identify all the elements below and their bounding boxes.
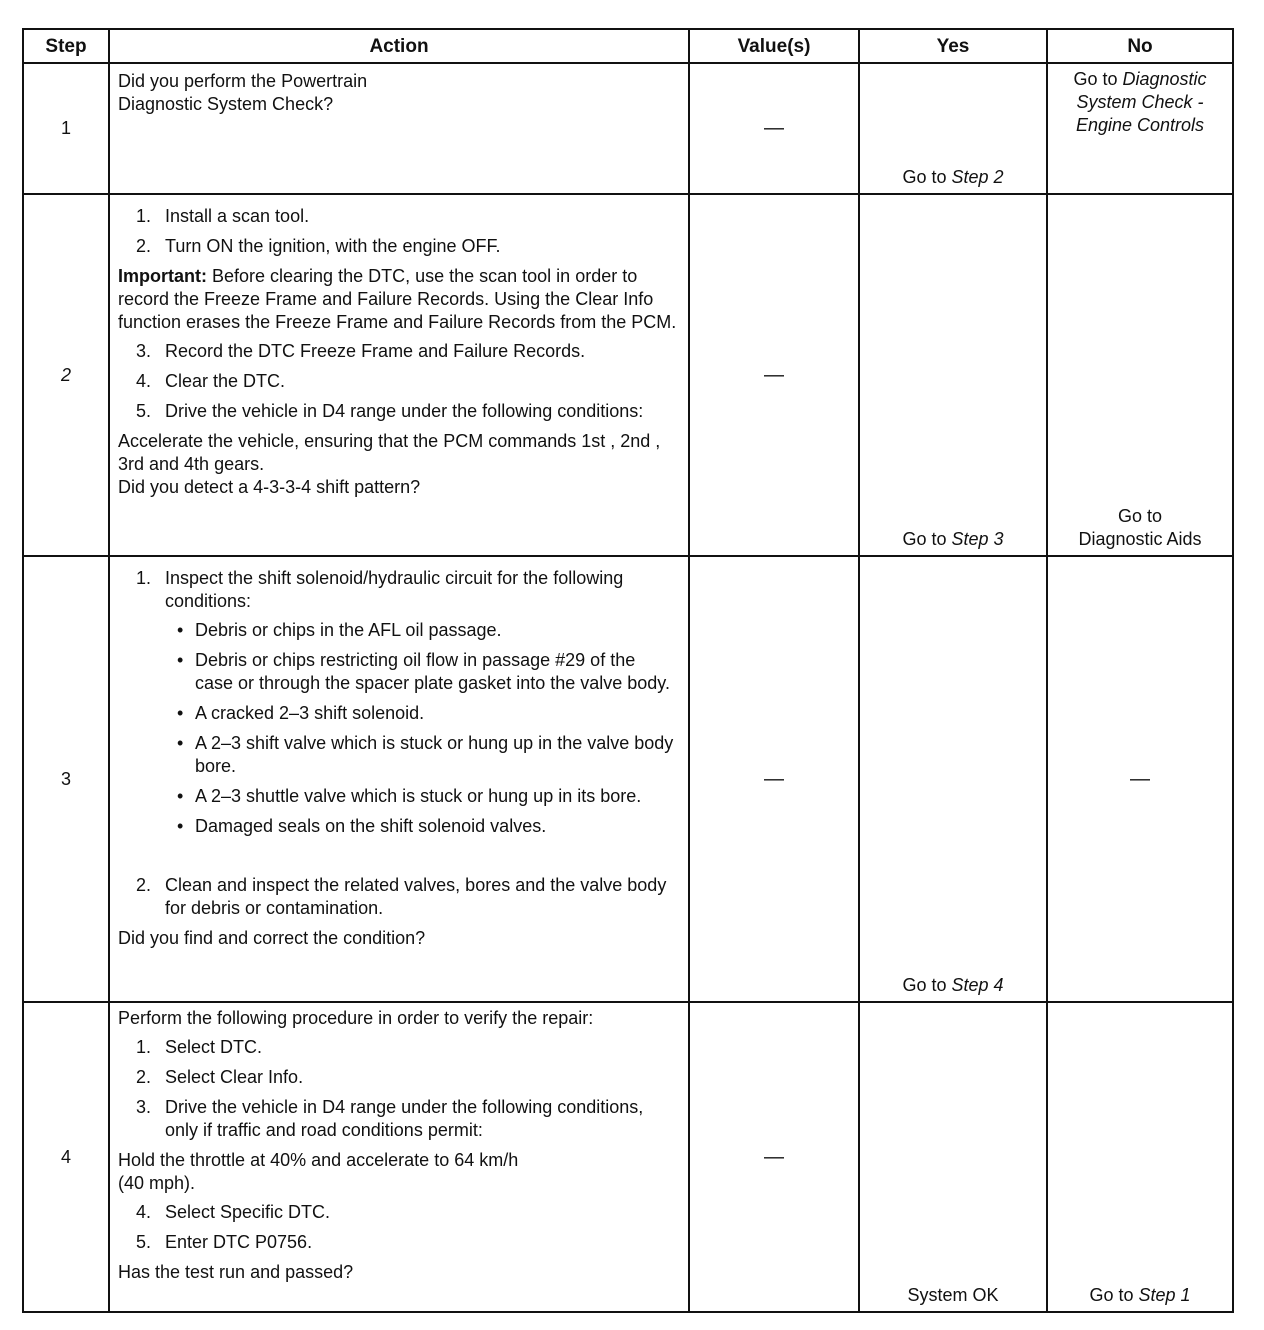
- list-item: 4. Select Specific DTC.: [136, 1202, 331, 1222]
- list-item: 2. Turn ON the ignition, with the engine OFF.: [136, 236, 501, 256]
- action-cell: [109, 194, 689, 556]
- header-step: Step: [23, 29, 109, 63]
- header-values: Value(s): [689, 29, 859, 63]
- bullet-item: • A 2–3 shift valve which is stuck or hung up in the valve body bore.: [177, 733, 674, 776]
- value-dash: —: [764, 117, 784, 139]
- step-cell: [23, 194, 109, 556]
- no-cell: [1047, 63, 1233, 194]
- step-number: 3: [60, 768, 71, 789]
- list-item: 1. Inspect the shift solenoid/hydraulic circuit for the following conditions: • Debris or chips in the AFL oil passage. • Debris or chips restricting oil flow in passage #29 of the case or through the spacer plate gasket into the valve body. • A cracked 2–3 shift solenoid. • A 2–3 shift valve which is stuck or hung up in the valve body bore. • A 2–3 shuttle valve which is stuck or hung up in its bore. • Damaged seals on the shift solenoid valves.: [118, 567, 678, 838]
- important-note: Important: Before clearing the DTC, use the scan tool in order to record the Freeze Frame and Failure Records. Using the Clear Info function erases the Freeze Frame and Failure Records from the PCM.: [118, 266, 677, 332]
- header-row: [23, 29, 1233, 63]
- action-cell: [109, 556, 689, 1002]
- step-number: 1: [60, 118, 71, 138]
- no-cell: [1047, 1002, 1233, 1312]
- value-dash: —: [764, 363, 784, 386]
- action-text: Did you perform the Powertrain Diagnostic System Check?: [118, 71, 368, 114]
- header-yes: Yes: [859, 29, 1047, 63]
- no-link: Go to Diagnostic Aids: [1078, 506, 1202, 549]
- bullet-item: • Debris or chips in the AFL oil passage.: [177, 620, 502, 640]
- list-item: 3. Drive the vehicle in D4 range under the following conditions, only if traffic and road conditions permit:: [136, 1097, 644, 1140]
- value-dash: —: [764, 767, 784, 790]
- action-cell: [109, 63, 689, 194]
- yes-cell: [859, 556, 1047, 1002]
- yes-cell: [859, 1002, 1047, 1312]
- diagnostic-table: [22, 28, 1234, 1313]
- list-item: 3. Record the DTC Freeze Frame and Failure Records.: [136, 341, 586, 361]
- question-text: Did you find and correct the condition?: [118, 928, 426, 948]
- no-dash: —: [1130, 767, 1150, 790]
- step-cell: [23, 1002, 109, 1312]
- list-item: 5. Enter DTC P0756.: [136, 1232, 313, 1252]
- step-number: 4: [60, 1146, 71, 1167]
- intro-text: Perform the following procedure in order to verify the repair:: [118, 1008, 594, 1028]
- values-cell: [689, 1002, 859, 1312]
- header-action: Action: [109, 29, 689, 63]
- step-number: 2: [60, 364, 71, 385]
- table-row: [23, 63, 1233, 194]
- list-item: 2. Clean and inspect the related valves, bores and the valve body for debris or contamination.: [136, 875, 667, 918]
- condition-note: Hold the throttle at 40% and accelerate to 64 km/h (40 mph).: [118, 1150, 519, 1193]
- bullet-item: • A cracked 2–3 shift solenoid.: [177, 703, 425, 723]
- yes-cell: [859, 63, 1047, 194]
- no-link: Go to Step 1: [1089, 1285, 1191, 1305]
- yes-text: System OK: [907, 1285, 999, 1305]
- condition-note: Accelerate the vehicle, ensuring that the PCM commands 1st , 2nd , 3rd and 4th gears.: [118, 431, 661, 474]
- yes-link: Go to Step 3: [902, 529, 1004, 549]
- yes-link: Go to Step 2: [902, 167, 1004, 187]
- no-cell: [1047, 556, 1233, 1002]
- list-item: 2. Select Clear Info.: [136, 1067, 304, 1087]
- values-cell: [689, 556, 859, 1002]
- no-cell: [1047, 194, 1233, 556]
- question-text: Has the test run and passed?: [118, 1262, 354, 1282]
- table-row: [23, 1002, 1233, 1312]
- list-item: 1. Select DTC.: [136, 1037, 263, 1057]
- no-link: Go to Diagnostic System Check - Engine Controls: [1073, 69, 1207, 135]
- value-dash: —: [764, 1145, 784, 1168]
- step-cell: [23, 63, 109, 194]
- action-cell: [109, 1002, 689, 1312]
- yes-link: Go to Step 4: [902, 975, 1004, 995]
- list-item: 1. Install a scan tool.: [136, 206, 310, 226]
- bullet-item: • Damaged seals on the shift solenoid valves.: [177, 816, 547, 836]
- yes-cell: [859, 194, 1047, 556]
- step-cell: [23, 556, 109, 1002]
- values-cell: [689, 63, 859, 194]
- bullet-item: • A 2–3 shuttle valve which is stuck or hung up in its bore.: [177, 786, 642, 806]
- bullet-item: • Debris or chips restricting oil flow in passage #29 of the case or through the spacer plate gasket into the valve body.: [177, 650, 670, 693]
- list-item: 4. Clear the DTC.: [136, 371, 286, 391]
- table-row: [23, 194, 1233, 556]
- question-text: Did you detect a 4-3-3-4 shift pattern?: [118, 477, 421, 497]
- header-no: No: [1047, 29, 1233, 63]
- list-item: 5. Drive the vehicle in D4 range under the following conditions:: [136, 401, 644, 421]
- table-row: [23, 556, 1233, 1002]
- values-cell: [689, 194, 859, 556]
